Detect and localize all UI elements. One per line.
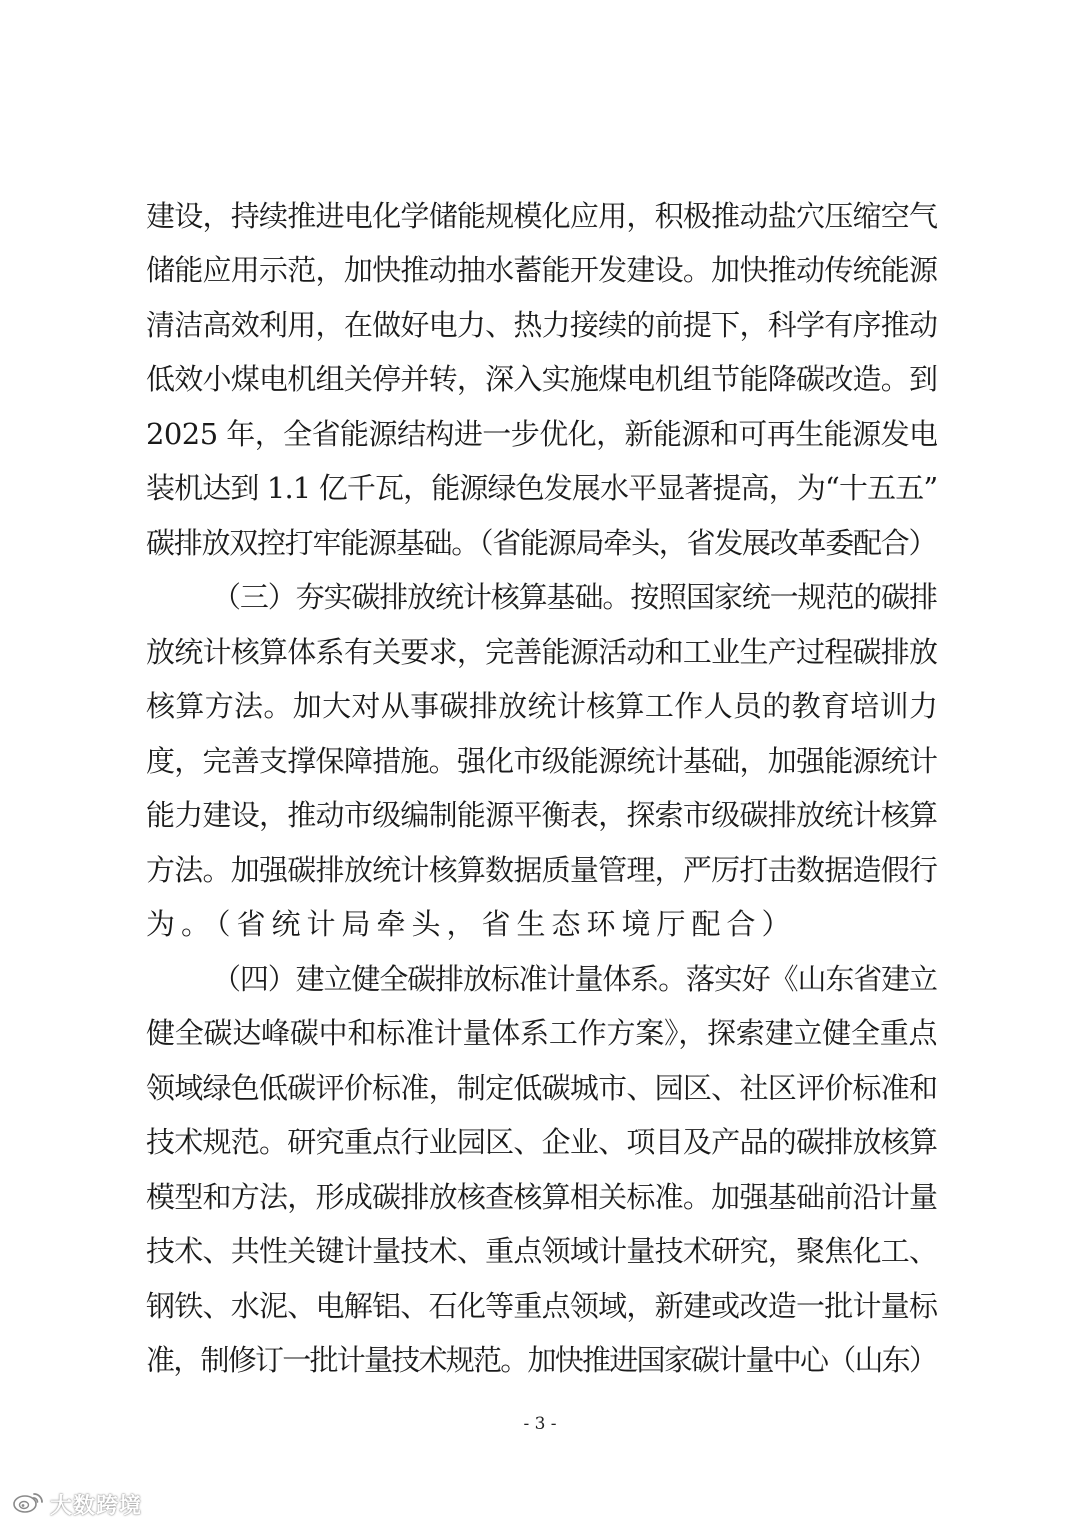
text-line: 方法。加强碳排放统计核算数据质量管理，严厉打击数据造假行 bbox=[146, 853, 938, 887]
text-line: 储能应用示范，加快推动抽水蓄能开发建设。加快推动传统能源 bbox=[146, 253, 938, 287]
text-line: 清洁高效利用，在做好电力、热力接续的前提下，科学有序推动 bbox=[146, 308, 938, 342]
text-line: 放统计核算体系有关要求，完善能源活动和工业生产过程碳排放 bbox=[146, 635, 938, 669]
text-line: 核算方法。加大对从事碳排放统计核算工作人员的教育培训力 bbox=[146, 689, 939, 723]
text-line: 2025 年，全省能源结构进一步优化，新能源和可再生能源发电 bbox=[146, 417, 938, 451]
text-line: 碳排放双控打牢能源基础。（省能源局牵头，省发展改革委配合） bbox=[146, 526, 937, 560]
text-line: 为。（省统计局牵头，省生态环境厅配合） bbox=[146, 907, 797, 941]
text-line: 技术、共性关键计量技术、重点领域计量技术研究，聚焦化工、 bbox=[146, 1234, 938, 1268]
section-heading-line: （三）夯实碳排放统计核算基础。按照国家统一规范的碳排 bbox=[212, 580, 937, 614]
text-line: 装机达到 1.1 亿千瓦，能源绿色发展水平显著提高，为“十五五” bbox=[146, 471, 938, 505]
page-number: - 3 - bbox=[523, 1414, 557, 1434]
weibo-logo-icon bbox=[12, 1490, 46, 1519]
watermark-text: 大数跨境 bbox=[50, 1493, 143, 1519]
text-line: 健全碳达峰碳中和标准计量体系工作方案》，探索建立健全重点 bbox=[146, 1016, 938, 1050]
text-line: 领域绿色低碳评价标准，制定低碳城市、园区、社区评价标准和 bbox=[146, 1071, 938, 1105]
text-line: 准，制修订一批计量技术规范。加快推进国家碳计量中心（山东） bbox=[146, 1343, 937, 1377]
watermark bbox=[12, 1490, 142, 1518]
section-heading-line: （四）建立健全碳排放标准计量体系。落实好《山东省建立 bbox=[212, 962, 937, 996]
text-line: 度，完善支撑保障措施。强化市级能源统计基础，加强能源统计 bbox=[146, 744, 938, 778]
text-line: 钢铁、水泥、电解铝、石化等重点领域，新建或改造一批计量标 bbox=[146, 1289, 938, 1323]
text-line: 模型和方法，形成碳排放核查核算相关标准。加强基础前沿计量 bbox=[146, 1180, 938, 1214]
text-line: 低效小煤电机组关停并转，深入实施煤电机组节能降碳改造。到 bbox=[146, 362, 938, 396]
text-line: 能力建设，推动市级编制能源平衡表，探索市级碳排放统计核算 bbox=[146, 798, 938, 832]
text-line: 技术规范。研究重点行业园区、企业、项目及产品的碳排放核算 bbox=[146, 1125, 938, 1159]
text-line: 建设，持续推进电化学储能规模化应用，积极推动盐穴压缩空气 bbox=[146, 199, 938, 233]
